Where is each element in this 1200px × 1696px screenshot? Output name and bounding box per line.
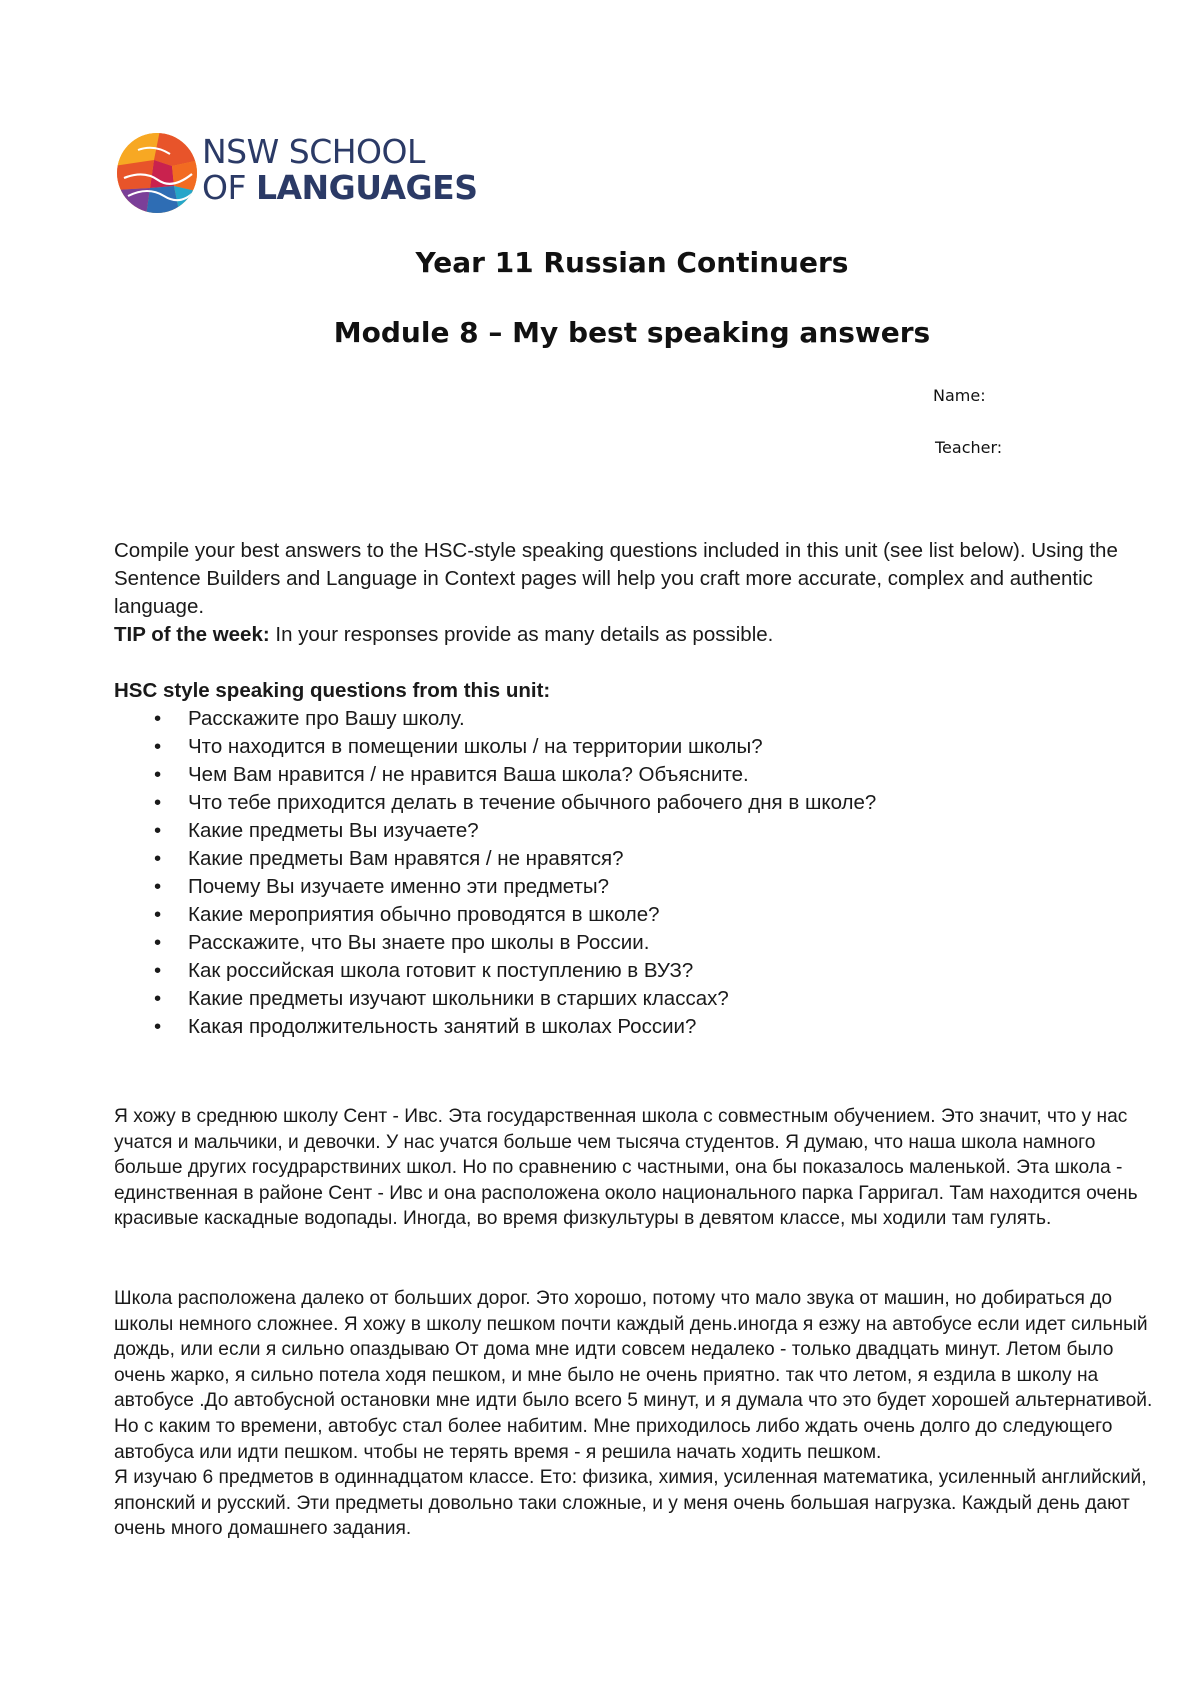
question-text: Что тебе приходится делать в течение обычного рабочего дня в школе?	[188, 791, 877, 814]
question-text: Расскажите про Вашу школу.	[188, 707, 465, 730]
name-label: Name:	[933, 386, 986, 405]
bullet-icon: •	[154, 875, 162, 898]
question-text: Чем Вам нравится / не нравится Ваша школа? Объясните.	[188, 763, 749, 786]
question-text: Расскажите, что Вы знаете про школы в России.	[188, 931, 650, 954]
logo-line-2	[202, 170, 477, 206]
list-item	[114, 957, 1154, 985]
list-item	[114, 789, 1154, 817]
questions-list	[114, 705, 1154, 1041]
question-text: Какие предметы Вы изучаете?	[188, 819, 479, 842]
logo-languages: LANGUAGES	[255, 168, 478, 207]
tip-text: In your responses provide as many details as possible.	[269, 623, 774, 646]
list-item	[114, 929, 1154, 957]
questions-heading: HSC style speaking questions from this unit:	[114, 679, 551, 702]
bullet-icon: •	[154, 987, 162, 1010]
logo-line-1: NSW SCHOOL	[202, 132, 425, 171]
bullet-icon: •	[154, 959, 162, 982]
intro-section	[114, 537, 1154, 649]
bullet-icon: •	[154, 735, 162, 758]
bullet-icon: •	[154, 707, 162, 730]
answer-section-1	[114, 1104, 1164, 1232]
nsw-school-of-languages-logo	[114, 130, 478, 216]
teacher-label: Teacher:	[935, 438, 1003, 457]
bullet-icon: •	[154, 931, 162, 954]
answer-paragraph-3: Я изучаю 6 предметов в одиннадцатом классе. Ето: физика, химия, усиленная математика, усиленный английский, японский и русский. Эти предметы довольно таки сложные, и у меня очень большая нагрузка. Каждый день дают очень много домашнего задания.	[114, 1467, 1147, 1540]
list-item	[114, 985, 1154, 1013]
list-item	[114, 705, 1154, 733]
bullet-icon: •	[154, 1015, 162, 1038]
tip-label: TIP of the week:	[114, 623, 270, 646]
bullet-icon: •	[154, 791, 162, 814]
bullet-icon: •	[154, 763, 162, 786]
list-item	[114, 901, 1154, 929]
intro-paragraph: Compile your best answers to the HSC-style speaking questions included in this unit (see list below). Using the Sentence Builders and Language in Context pages will help you craft more accurate, complex and authentic language.	[114, 539, 1118, 618]
logo-mark-icon	[114, 130, 200, 216]
document-subtitle: Module 8 – My best speaking answers	[333, 316, 931, 349]
logo-of: OF	[202, 168, 246, 207]
list-item	[114, 873, 1154, 901]
questions-section	[114, 677, 1154, 1041]
bullet-icon: •	[154, 819, 162, 842]
question-text: Какие предметы Вам нравятся / не нравятся?	[188, 847, 624, 870]
question-text: Какие предметы изучают школьники в старших классах?	[188, 987, 729, 1010]
answer-paragraph-1: Я хожу в среднюю школу Сент - Ивс. Эта государственная школа с совместным обучением. Это значит, что у нас учатся и мальчики, и девочки. У нас учатся больше чем тысяча студентов. Я думаю, что наша школа намного больше других госудрарствиних школ. Но по сравнению с частными, она бы показалось маленькой. Эта школа - единственная в районе Сент - Ивс и она расположена около национального парка Гарригал. Там находится очень красивые каскадные водопады. Иногда, во время физкультуры в девятом классе, мы ходили там гулять.	[114, 1106, 1138, 1230]
list-item	[114, 845, 1154, 873]
answer-section-2	[114, 1286, 1164, 1542]
question-text: Что находится в помещении школы / на территории школы?	[188, 735, 763, 758]
answer-paragraph-2: Школа расположена далеко от больших дорог. Это хорошо, потому что мало звука от машин, но добираться до школы немного сложнее. Я хожу в школу пешком почти каждый день.иногда я езжу на автобусе если идет сильный дождь, или если я сильно опаздываю От дома мне идти совсем недалеко - только двадцать минут. Летом было очень жарко, я сильно потела ходя пешком, и мне было не очень приятно. так что летом, я ездила в школу на автобусе .До автобусной остановки мне идти было всего 5 минут, и я думала что это будет хорошей альтернативой. Но с каким то времени, автобус стал более набитим. Мне приходилось либо ждать очень долго до следующего автобуса или идти пешком. чтобы не терять время - я решила начать ходить пешком.	[114, 1288, 1153, 1463]
bullet-icon: •	[154, 847, 162, 870]
question-text: Как российская школа готовит к поступлению в ВУЗ?	[188, 959, 694, 982]
question-text: Какая продолжительность занятий в школах России?	[188, 1015, 697, 1038]
document-title: Year 11 Russian Continuers	[415, 246, 849, 279]
question-text: Почему Вы изучаете именно эти предметы?	[188, 875, 610, 898]
list-item	[114, 733, 1154, 761]
list-item	[114, 1013, 1154, 1041]
list-item	[114, 761, 1154, 789]
bullet-icon: •	[154, 903, 162, 926]
tip-line	[114, 621, 1154, 649]
logo-wordmark	[202, 134, 477, 206]
question-text: Какие мероприятия обычно проводятся в школе?	[188, 903, 660, 926]
list-item	[114, 817, 1154, 845]
